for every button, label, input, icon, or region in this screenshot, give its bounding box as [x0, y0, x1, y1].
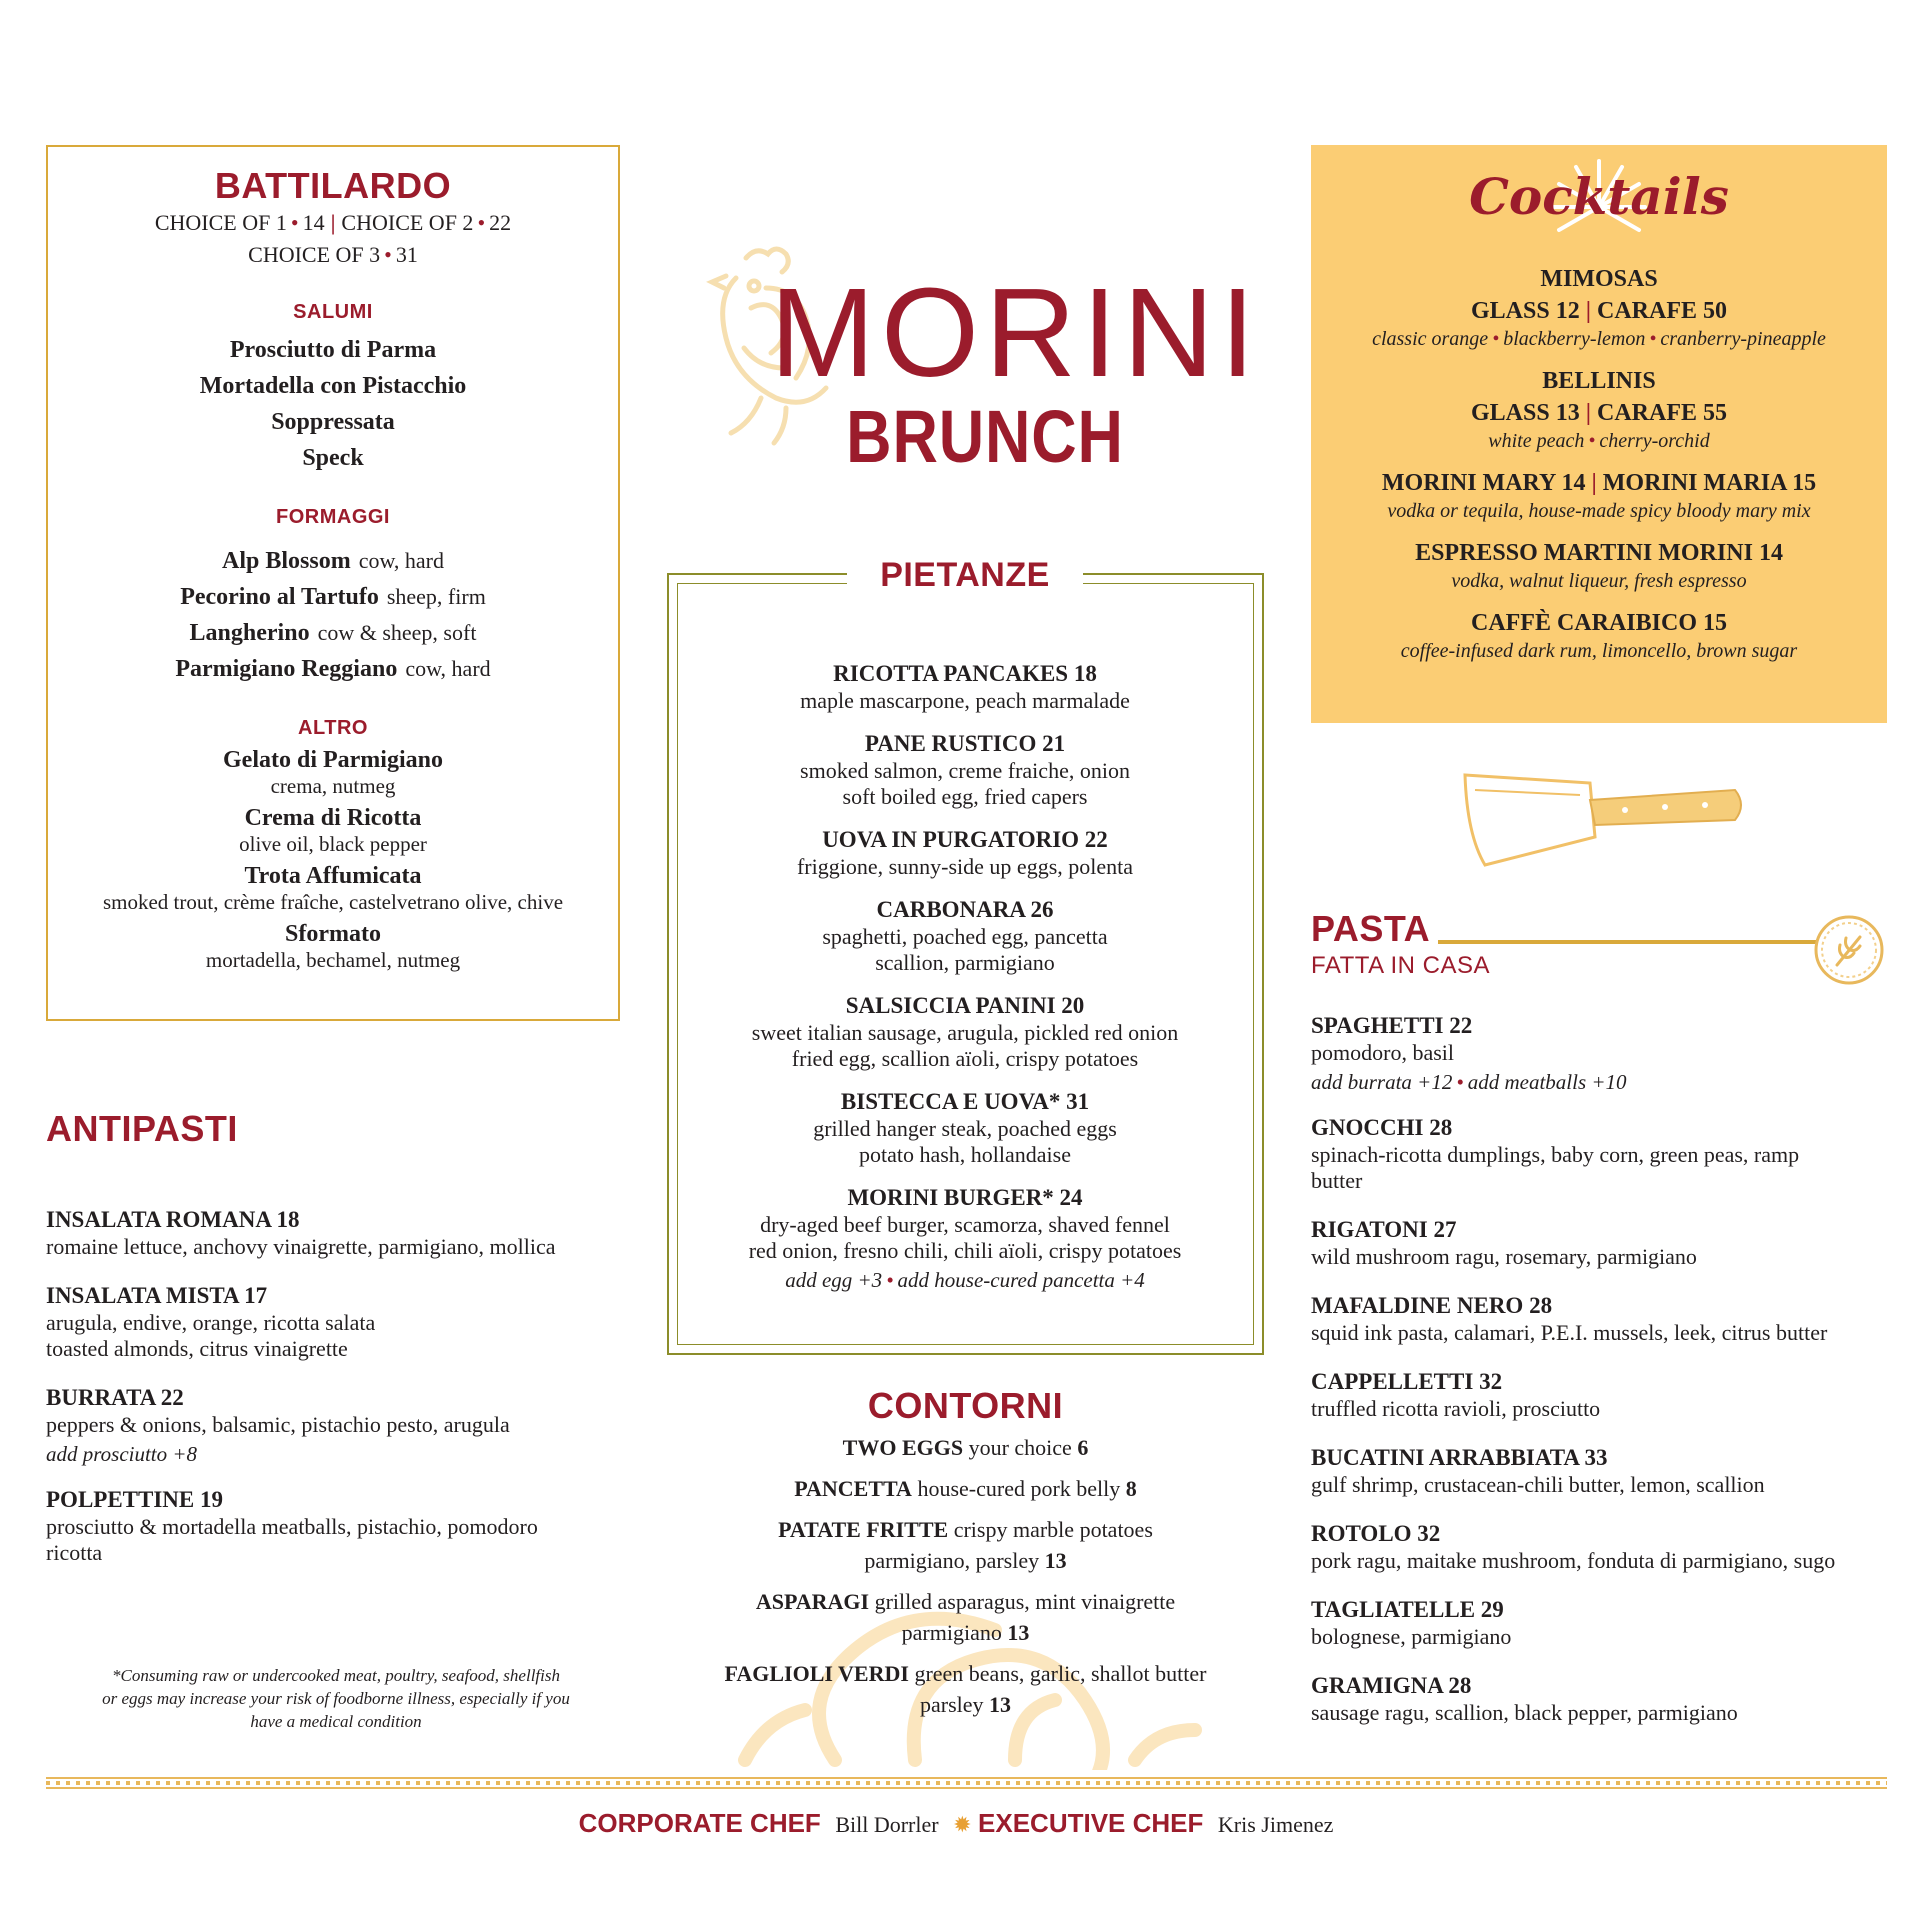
- contorni-item-desc: parmigiano, parsley: [864, 1548, 1040, 1573]
- pietanze-item-desc: grilled hanger steak, poached eggs: [813, 1116, 1117, 1141]
- pasta-item-name: BUCATINI ARRABBIATA 33: [1311, 1445, 1608, 1470]
- carafe-price: CARAFE 55: [1597, 400, 1727, 426]
- contorni-item-price: 6: [1077, 1435, 1089, 1460]
- battilardo-choices-line1: CHOICE OF 1 • 14 | CHOICE OF 2 • 22: [154, 210, 512, 235]
- contorni-item-desc: your choice: [968, 1435, 1072, 1460]
- antipasti-item-desc: arugula, endive, orange, ricotta salata: [46, 1310, 376, 1335]
- pasta-title: PASTA: [1311, 908, 1431, 949]
- burger-addons: add egg +3 • add house-cured pancetta +4: [785, 1268, 1145, 1292]
- pasta-item-name: SPAGHETTI 22: [1311, 1013, 1473, 1038]
- contorni-item: [667, 1514, 1264, 1576]
- contorni-list: [667, 1432, 1264, 1730]
- altro-item-name: Trota Affumicata: [244, 863, 422, 889]
- logo-wordmark: MORINI: [770, 262, 1261, 403]
- salumi-item: Prosciutto di Parma: [229, 337, 437, 363]
- contorni-item-desc: parmigiano: [901, 1620, 1002, 1645]
- cocktail-prices: GLASS 12 | CARAFE 50: [1471, 298, 1727, 324]
- formaggi-item: [48, 579, 618, 615]
- antipasti-item-name: POLPETTINE 19: [46, 1487, 224, 1512]
- cocktail-name: MIMOSAS: [1540, 266, 1658, 292]
- cocktail-name: MORINI MARY 14 | MORINI MARIA 15: [1381, 470, 1817, 496]
- formaggi-item: [48, 651, 618, 687]
- antipasti-item-desc: toasted almonds, citrus vinaigrette: [46, 1336, 348, 1361]
- cocktail-desc: vodka, walnut liqueur, fresh espresso: [1451, 570, 1747, 592]
- pietanze-item-name: RICOTTA PANCAKES 18: [833, 661, 1097, 686]
- contorni-item-name: ASPARAGI: [755, 1589, 870, 1614]
- logo-subtitle: BRUNCH: [846, 395, 1124, 478]
- altro-item-name: Gelato di Parmigiano: [223, 747, 443, 773]
- antipasti-item-desc: peppers & onions, balsamic, pistachio pesto, arugula: [46, 1412, 510, 1437]
- contorni-item-name: FAGLIOLI VERDI: [724, 1661, 909, 1686]
- cocktails-list: [1311, 263, 1887, 675]
- choice2-label: CHOICE OF 2: [341, 210, 474, 235]
- cocktail-desc: coffee-infused dark rum, limoncello, brown sugar: [1400, 640, 1798, 662]
- cocktail-prices: GLASS 13 | CARAFE 55: [1471, 400, 1727, 426]
- altro-item-desc: crema, nutmeg: [270, 774, 396, 798]
- contorni-item-name: TWO EGGS: [842, 1435, 964, 1460]
- cocktail-name: ESPRESSO MARTINI MORINI 14: [1415, 540, 1783, 566]
- antipasti-list: [46, 1194, 636, 1566]
- pasta-addon: add meatballs +10: [1467, 1070, 1627, 1094]
- cocktail-name: BELLINIS: [1542, 368, 1656, 394]
- executive-chef-label: EXECUTIVE CHEF: [978, 1808, 1204, 1838]
- altro-item-desc: mortadella, bechamel, nutmeg: [205, 948, 461, 972]
- contorni-item-price: 13: [989, 1692, 1012, 1717]
- contorni-item-price: 13: [1007, 1620, 1030, 1645]
- pasta-item-desc: wild mushroom ragu, rosemary, parmigiano: [1311, 1244, 1697, 1269]
- cheese-name: Alp Blossom: [221, 548, 351, 574]
- footer-credits: [0, 1808, 1920, 1839]
- pasta-item-name: GNOCCHI 28: [1311, 1115, 1453, 1140]
- antipasti-item-desc: prosciutto & mortadella meatballs, pistachio, pomodoro: [46, 1514, 538, 1539]
- choice1-price: 14: [302, 210, 325, 235]
- battilardo-box: [46, 145, 620, 1021]
- cocktails-panel: [1311, 145, 1887, 723]
- battilardo-choices-line2: CHOICE OF 3 • 31: [248, 242, 418, 267]
- cheese-desc: sheep, firm: [386, 584, 486, 609]
- flavor: blackberry-lemon: [1503, 328, 1646, 350]
- contorni-item-desc: grilled asparagus, mint vinaigrette: [874, 1589, 1176, 1614]
- disclaimer-line: *Consuming raw or undercooked meat, poultry, seafood, shellfish: [112, 1666, 560, 1685]
- altro-item-name: Sformato: [285, 921, 381, 947]
- pietanze-item-name: PANE RUSTICO 21: [864, 731, 1066, 756]
- cocktails-title: Cocktails: [1469, 167, 1729, 226]
- pietanze-list: [690, 650, 1240, 1296]
- cheese-name: Parmigiano Reggiano: [175, 656, 398, 682]
- pasta-item-desc: pomodoro, basil: [1311, 1040, 1454, 1065]
- pasta-item-desc: gulf shrimp, crustacean-chili butter, lemon, scallion: [1311, 1472, 1765, 1497]
- pietanze-item-desc: friggione, sunny-side up eggs, polenta: [796, 854, 1134, 879]
- cocktail-desc: vodka or tequila, house-made spicy bloody mary mix: [1387, 500, 1811, 522]
- sun-star-icon: ✹: [953, 1812, 972, 1837]
- cheese-desc: cow, hard: [405, 656, 491, 681]
- pasta-item-desc: pork ragu, maitake mushroom, fonduta di parmigiano, sugo: [1311, 1548, 1836, 1573]
- glass-price: GLASS 12: [1471, 298, 1580, 324]
- formaggi-item: [48, 543, 618, 579]
- cheese-name: Langherino: [189, 620, 310, 646]
- flavor: cranberry-pineapple: [1660, 328, 1826, 350]
- cocktail-desc: white peach • cherry-orchid: [1488, 430, 1710, 452]
- pietanze-item-desc: scallion, parmigiano: [875, 950, 1055, 975]
- pietanze-item-desc: dry-aged beef burger, scamorza, shaved fennel: [760, 1212, 1170, 1237]
- burger-addon: add egg +3: [785, 1268, 883, 1292]
- antipasti-item-desc: romaine lettuce, anchovy vinaigrette, parmigiano, mollica: [46, 1234, 556, 1259]
- pietanze-item-desc: red onion, fresno chili, chili aïoli, crispy potatoes: [748, 1238, 1182, 1263]
- contorni-item-desc: green beans, garlic, shallot butter: [914, 1661, 1207, 1686]
- contorni-item-desc: parsley: [919, 1692, 984, 1717]
- contorni-item: [667, 1586, 1264, 1648]
- salumi-item: Speck: [302, 445, 364, 471]
- pasta-item-name: RIGATONI 27: [1311, 1217, 1457, 1242]
- cocktail-name: CAFFÈ CARAIBICO 15: [1470, 610, 1727, 636]
- pietanze-item-desc: sweet italian sausage, arugula, pickled red onion: [751, 1020, 1179, 1045]
- contorni-item-name: PATATE FRITTE: [778, 1517, 949, 1542]
- maria-name: MORINI MARIA 15: [1602, 470, 1817, 496]
- pietanze-item-desc: fried egg, scallion aïoli, crispy potatoes: [791, 1046, 1139, 1071]
- pietanze-item-desc: potato hash, hollandaise: [858, 1142, 1071, 1167]
- pasta-item-desc: squid ink pasta, calamari, P.E.I. mussels, leek, citrus butter: [1311, 1320, 1828, 1345]
- salumi-title: SALUMI: [293, 301, 373, 323]
- pietanze-item-desc: maple mascarpone, peach marmalade: [800, 688, 1130, 713]
- contorni-item-name: PANCETTA: [794, 1476, 912, 1501]
- contorni-item: [667, 1432, 1264, 1463]
- glass-price: GLASS 13: [1471, 400, 1580, 426]
- choice2-price: 22: [489, 210, 512, 235]
- contorni-item: [667, 1473, 1264, 1504]
- pietanze-item-name: UOVA IN PURGATORIO 22: [822, 827, 1108, 852]
- disclaimer-line: or eggs may increase your risk of foodborne illness, especially if you: [102, 1689, 570, 1708]
- altro-item-desc: smoked trout, crème fraîche, castelvetrano olive, chive: [102, 890, 564, 914]
- pietanze-title: PIETANZE: [847, 556, 1083, 595]
- wheat-badge-icon: [1812, 913, 1886, 987]
- antipasti-item-name: BURRATA 22: [46, 1385, 184, 1410]
- pietanze-item-name: SALSICCIA PANINI 20: [845, 993, 1085, 1018]
- pasta-item-name: MAFALDINE NERO 28: [1311, 1293, 1553, 1318]
- footer-divider: [46, 1776, 1887, 1790]
- pietanze-item-name: MORINI BURGER* 24: [847, 1185, 1083, 1210]
- altro-item-desc: olive oil, black pepper: [239, 832, 427, 856]
- battilardo-title: BATTILARDO: [214, 165, 452, 206]
- antipasti-item-name: INSALATA MISTA 17: [46, 1283, 268, 1308]
- pasta-item-name: GRAMIGNA 28: [1311, 1673, 1472, 1698]
- cocktail-desc: classic orange • blackberry-lemon • cranberry-pineapple: [1372, 328, 1826, 350]
- flavor: classic orange: [1372, 328, 1489, 350]
- salumi-item: Mortadella con Pistacchio: [199, 373, 467, 399]
- choice3-label: CHOICE OF 3: [248, 242, 381, 267]
- contorni-item-desc: house-cured pork belly: [917, 1476, 1121, 1501]
- altro-item-name: Crema di Ricotta: [244, 805, 422, 831]
- pasta-subtitle: FATTA IN CASA: [1311, 952, 1490, 979]
- pasta-divider: [1438, 940, 1818, 944]
- contorni-item-price: 8: [1125, 1476, 1137, 1501]
- pasta-item-name: CAPPELLETTI 32: [1311, 1369, 1503, 1394]
- antipasti-item-desc: ricotta: [46, 1540, 103, 1565]
- cheese-desc: cow, hard: [358, 548, 445, 573]
- executive-chef-name: Kris Jimenez: [1217, 1812, 1334, 1837]
- disclaimer: [76, 1664, 596, 1733]
- pasta-item-desc: butter: [1311, 1168, 1363, 1193]
- burger-addon: add house-cured pancetta +4: [897, 1268, 1145, 1292]
- carafe-price: CARAFE 50: [1597, 298, 1727, 324]
- contorni-item: [667, 1658, 1264, 1720]
- antipasti-item-name: INSALATA ROMANA 18: [46, 1207, 300, 1232]
- pasta-list: [1311, 1000, 1901, 1726]
- formaggi-item: [48, 615, 618, 651]
- choice1-label: CHOICE OF 1: [154, 210, 287, 235]
- contorni-item-desc: crispy marble potatoes: [953, 1517, 1153, 1542]
- pietanze-item-name: BISTECCA E UOVA* 31: [840, 1089, 1090, 1114]
- cheese-desc: cow & sheep, soft: [317, 620, 477, 645]
- pietanze-item-desc: smoked salmon, creme fraiche, onion: [800, 758, 1130, 783]
- antipasti-item-addon: add prosciutto +8: [46, 1442, 198, 1466]
- altro-title: ALTRO: [298, 717, 368, 739]
- pasta-item-desc: bolognese, parmigiano: [1311, 1624, 1512, 1649]
- corporate-chef-name: Bill Dorrler: [835, 1812, 939, 1837]
- pietanze-item-desc: soft boiled egg, fried capers: [842, 784, 1088, 809]
- pasta-addon: add burrata +12: [1311, 1070, 1453, 1094]
- antipasti-title: ANTIPASTI: [46, 1108, 238, 1149]
- pasta-item-desc: sausage ragu, scallion, black pepper, parmigiano: [1311, 1700, 1738, 1725]
- formaggi-title: FORMAGGI: [276, 506, 390, 528]
- mary-name: MORINI MARY 14: [1381, 470, 1586, 496]
- disclaimer-line: have a medical condition: [250, 1712, 422, 1731]
- contorni-title: CONTORNI: [867, 1385, 1064, 1426]
- pasta-item-desc: spinach-ricotta dumplings, baby corn, green peas, ramp: [1311, 1142, 1800, 1167]
- salumi-item: Soppressata: [271, 409, 395, 435]
- pasta-item-name: TAGLIATELLE 29: [1311, 1597, 1504, 1622]
- cheese-name: Pecorino al Tartufo: [180, 584, 379, 610]
- cleaver-icon: [1455, 765, 1750, 875]
- pasta-item-desc: truffled ricotta ravioli, prosciutto: [1311, 1396, 1601, 1421]
- contorni-item-price: 13: [1044, 1548, 1067, 1573]
- choice3-price: 31: [395, 242, 418, 267]
- flavor: white peach: [1488, 430, 1585, 452]
- pietanze-item-desc: spaghetti, poached egg, pancetta: [822, 924, 1108, 949]
- pasta-item-name: ROTOLO 32: [1311, 1521, 1441, 1546]
- pietanze-item-name: CARBONARA 26: [876, 897, 1054, 922]
- flavor: cherry-orchid: [1599, 430, 1710, 452]
- pasta-item-addons: add burrata +12 • add meatballs +10: [1311, 1070, 1627, 1094]
- corporate-chef-label: CORPORATE CHEF: [578, 1808, 821, 1838]
